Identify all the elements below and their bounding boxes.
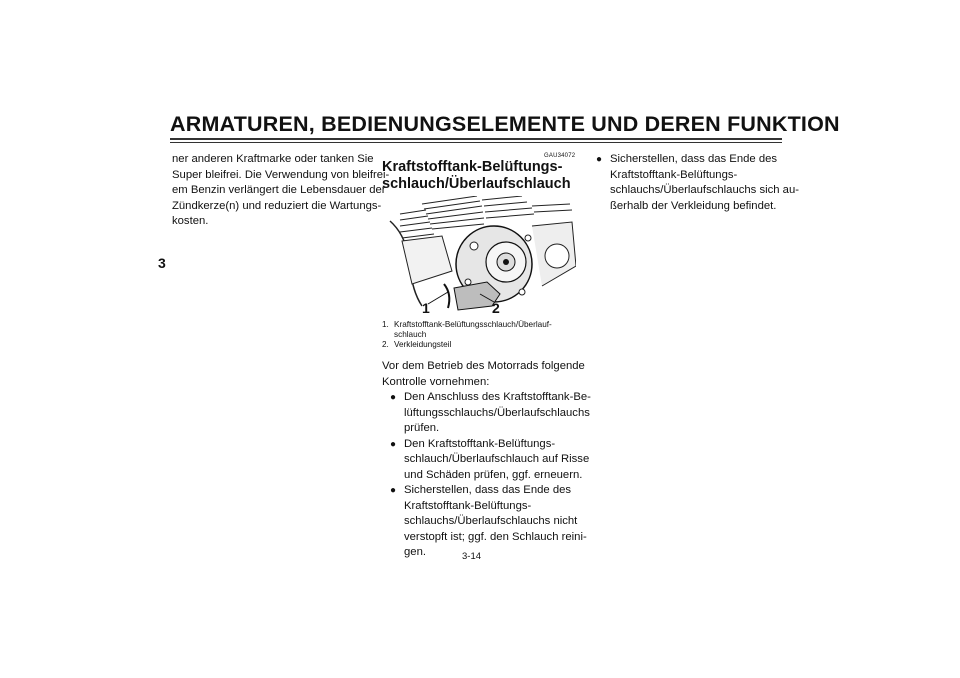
page-number: 3-14 [462,551,482,562]
text-line: Super bleifrei. Die Verwendung von bleifrei- [172,168,390,181]
text-line: Vor dem Betrieb des Motorrads folgende [382,360,585,372]
list-item [382,390,591,437]
text-line: schlauch/Überlaufschlauch auf Risse [404,453,590,465]
list-item [588,152,799,214]
list-item [382,437,591,484]
page-title: ARMATUREN, BEDIENUNGSELEMENTE UND DEREN FUNKTION [170,112,840,136]
header-rule-thick [170,138,782,140]
caption-line: Kraftstofftank-Belüftungsschlauch/Überlauf- [394,320,552,329]
figure-label-1: 1 [422,300,430,314]
text-line: schlauchs/Überlaufschlauchs sich au- [610,184,800,196]
caption-number: 2. [382,340,389,350]
text-line: und Schäden prüfen, ggf. erneuern. [404,468,583,481]
list-item [382,483,591,561]
list-item-text [610,152,799,214]
text-line: Den Kraftstofftank-Belüftungs- [404,437,556,450]
text-line: verstopft ist; ggf. den Schlauch reini- [404,530,587,543]
right-column-checklist [588,152,799,214]
text-line: Zündkerze(n) und reduziert die Wartungs- [172,199,382,212]
text-line: Kraftstofftank-Belüftungs- [610,168,738,181]
figure-label-2: 2 [492,300,500,314]
text-line: kosten. [172,215,209,227]
caption-number: 1. [382,320,389,329]
bullet-icon: ● [390,438,397,450]
header-rule-thin [170,142,782,143]
chapter-tab: 3 [158,255,166,271]
section-title-line: Kraftstofftank-Belüftungs- [382,159,563,175]
bullet-icon: ● [390,485,397,496]
caption-line: schlauch [394,330,427,340]
text-line: Kontrolle vornehmen: [382,375,490,388]
text-line: Sicherstellen, dass das Ende des [610,153,778,165]
bullet-icon: ● [390,392,397,403]
engine-illustration [382,196,576,314]
list-item-text [404,437,589,484]
section-code: GAU34072 [544,153,576,159]
list-item-text [404,390,591,437]
section-title [382,159,571,192]
caption-item [382,320,582,340]
engine-drawing [382,196,576,314]
left-column-text [172,152,390,230]
text-line: ßerhalb der Verkleidung befindet. [610,199,777,212]
caption-line: Verkleidungsteil [394,340,452,350]
text-line: prüfen. [404,422,440,434]
text-line: schlauchs/Überlaufschlauchs nicht [404,515,578,527]
intro-text [382,359,585,390]
text-line: lüftungsschlauchs/Überlaufschlauchs [404,406,590,419]
bullet-icon: ● [596,154,603,165]
text-line: ner anderen Kraftmarke oder tanken Sie [172,153,374,165]
checklist [382,390,591,561]
text-line: Kraftstofftank-Belüftungs- [404,499,532,512]
list-item-text [404,483,587,561]
text-line: gen. [404,546,426,558]
text-line: Sicherstellen, dass das Ende des [404,484,572,496]
figure-captions [382,320,582,351]
caption-item [382,340,582,350]
section-title-line: schlauch/Überlaufschlauch [382,175,571,192]
text-line: em Benzin verlängert die Lebensdauer der [172,184,386,196]
text-line: Den Anschluss des Kraftstofftank-Be- [404,391,591,403]
caption-text [394,320,552,340]
